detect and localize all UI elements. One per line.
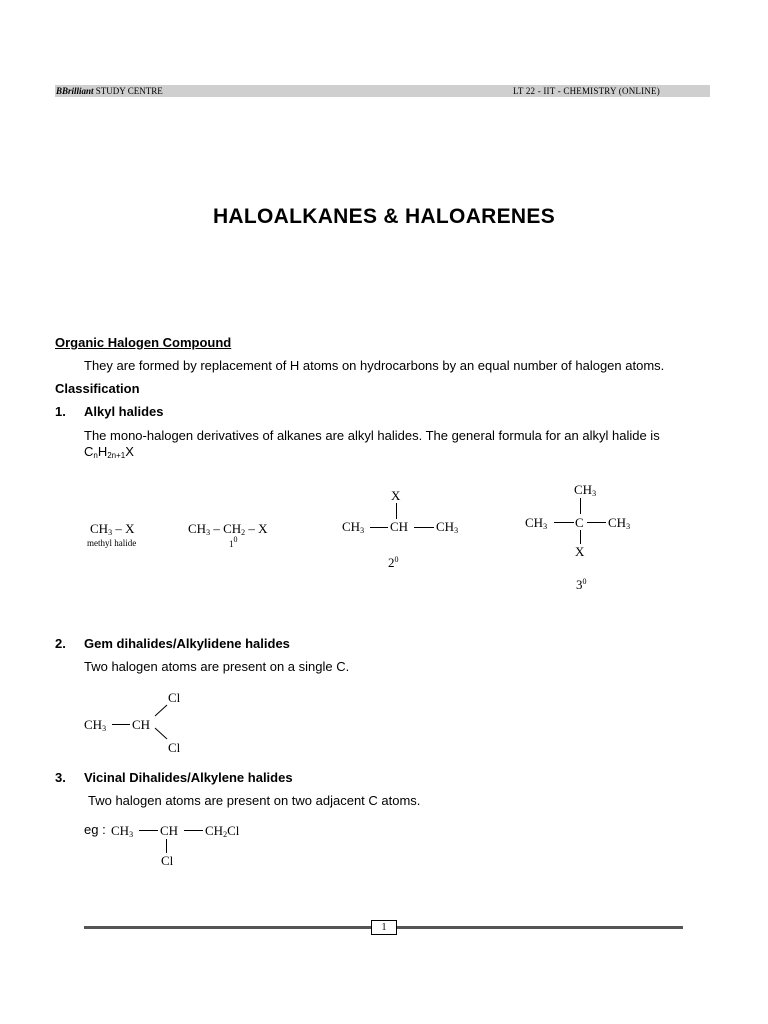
vicinal-right-group: $CH_2Cl$ [205,823,240,839]
methyl-halide-formula: $CH_3$ – X [90,521,135,537]
secondary-degree-label: $2^0$ [388,555,399,570]
tertiary-left-bond [554,522,574,523]
classification-heading: Classification [55,381,140,396]
secondary-left-bond [370,527,388,528]
vicinal-right-bond [184,830,203,831]
tertiary-bottom-x: X [575,544,585,559]
general-formula: $C_nH_{2n+1}X$ [84,444,134,460]
gem-top-cl: Cl [168,690,181,705]
secondary-right-group: $CH_3$ [436,519,459,535]
secondary-vertical-bond [396,503,397,519]
tertiary-left-group: $CH_3$ [525,515,548,531]
course-label: LT 22 - IIT - CHEMISTRY (ONLINE) [513,86,660,96]
vicinal-left-bond [139,830,158,831]
primary-degree-label: $1^0$ [229,535,238,549]
tertiary-right-bond [587,522,606,523]
page-number: 1 [371,920,397,935]
item-text-vicinal-dihalides: Two halogen atoms are present on two adjacent C atoms. [88,793,421,808]
item-heading-alkyl-halides: Alkyl halides [84,404,164,419]
brand-name: BBrilliant STUDY CENTRE [56,86,163,96]
secondary-right-bond [414,527,434,528]
item-number-3: 3. [55,770,66,785]
secondary-center-carbon: CH [390,519,409,534]
secondary-top-x: X [391,488,401,503]
methyl-halide-caption: methyl halide [87,538,137,548]
tertiary-bottom-bond [580,530,581,544]
vicinal-left-group: $CH_3$ [111,823,134,839]
primary-halide-formula: $CH_3 - CH_2$ – X [188,521,268,537]
tertiary-center-carbon: C [575,515,584,530]
vicinal-bottom-cl: Cl [161,853,174,868]
page-title: HALOALKANES & HALOARENES [212,205,556,228]
footer-rule-right [397,926,683,929]
tertiary-right-group: $CH_3$ [608,515,631,531]
gem-center-carbon: CH [132,717,151,732]
item-heading-gem-dihalides: Gem dihalides/Alkylidene halides [84,636,290,651]
vicinal-center-carbon: CH [160,823,179,838]
tertiary-degree-label: $3^0$ [576,577,587,592]
item-number-1: 1. [55,404,66,419]
section-text-organic-halogen: They are formed by replacement of H atoms on hydrocarbons by an equal number of halogen atoms. [84,358,665,373]
example-label: eg : [84,822,106,837]
vicinal-bottom-bond [166,839,167,853]
item-heading-vicinal-dihalides: Vicinal Dihalides/Alkylene halides [84,770,293,785]
gem-left-bond [112,724,130,725]
tertiary-top-bond [580,498,581,514]
gem-bottom-cl: Cl [168,740,181,755]
footer-rule-left [84,926,371,929]
item-text-gem-dihalides: Two halogen atoms are present on a single C. [84,659,350,674]
gem-left-group: $CH_3$ [84,717,107,733]
item-text-alkyl-halides: The mono-halogen derivatives of alkanes are alkyl halides. The general formula for an alkyl halide is [84,428,660,443]
secondary-left-group: $CH_3$ [342,519,365,535]
tertiary-top-group: $CH_3$ [574,482,597,498]
section-heading-organic-halogen: Organic Halogen Compound [55,335,232,350]
item-number-2: 2. [55,636,66,651]
gem-diagonal-bonds [150,700,174,744]
